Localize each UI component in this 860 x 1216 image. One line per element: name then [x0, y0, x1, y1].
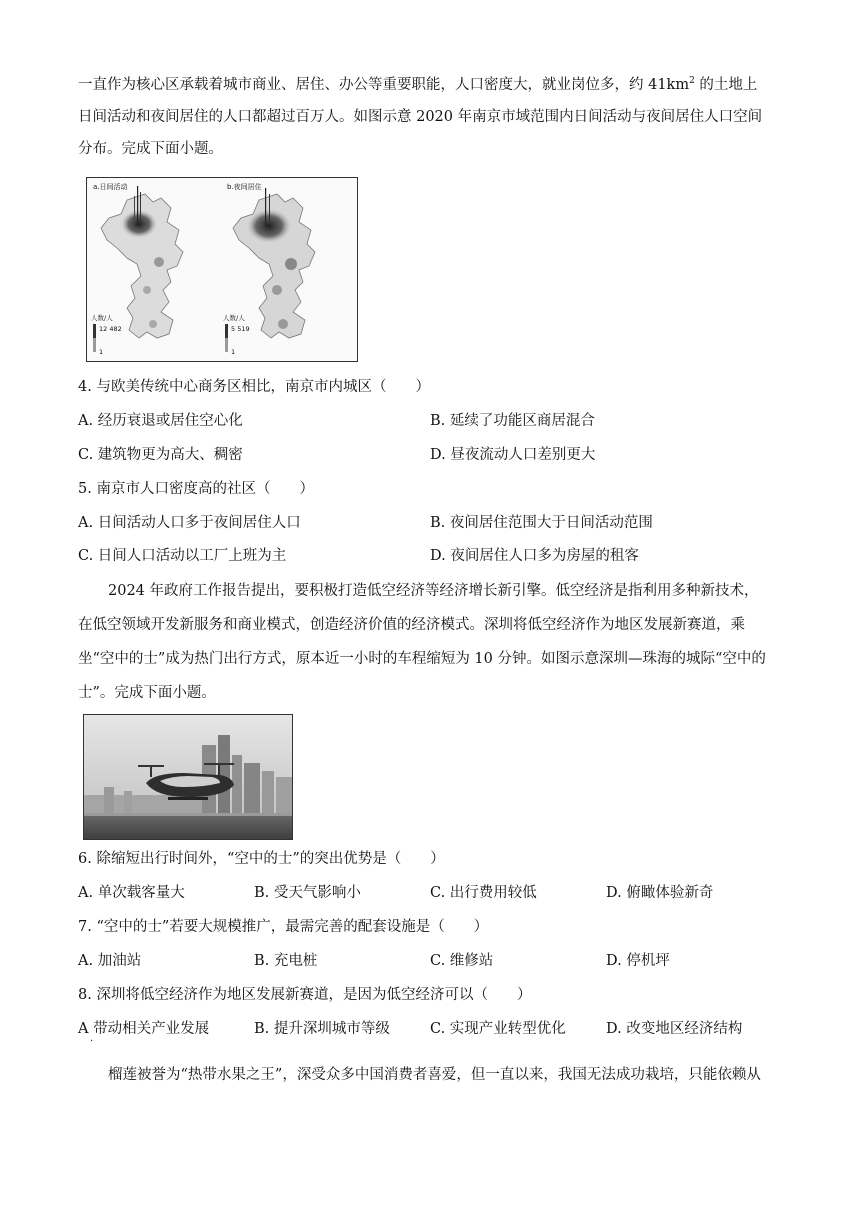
- legend-a-min: 1: [99, 348, 104, 356]
- passage2-line-4: 士”。完成下面小题。: [78, 685, 216, 701]
- legend-a-max: 12 482: [99, 325, 122, 333]
- q8-option-b: B. 提升深圳城市等级: [254, 1021, 390, 1037]
- q5-option-a: A. 日间活动人口多于夜间居住人口: [78, 515, 301, 531]
- q5-option-c: C. 日间人口活动以工厂上班为主: [78, 548, 287, 564]
- q8-option-a-dot: ·: [90, 1036, 94, 1047]
- q7-option-d: D. 停机坪: [606, 953, 670, 969]
- q7-option-a: A. 加油站: [78, 953, 142, 969]
- intro-line-1: 一直作为核心区承载着城市商业、居住、办公等重要职能，人口密度大，就业岗位多，约 $41km^2$ 的土地上: [78, 76, 758, 93]
- q8-option-a: A 带动相关产业发展: [78, 1021, 210, 1037]
- legend-b-min: 1: [231, 348, 236, 356]
- passage2-line-1: 2024 年政府工作报告提出，要积极打造低空经济等经济增长新引擎。低空经济是指利用多种新技术，: [108, 583, 759, 599]
- q4-option-a: A. 经历衰退或居住空心化: [78, 413, 243, 429]
- legend-b-title: 人数/人: [223, 314, 245, 322]
- q5-option-b: B. 夜间居住范围大于日间活动范围: [430, 515, 653, 531]
- map-panel-a: [91, 182, 183, 356]
- q8-option-d: D. 改变地区经济结构: [606, 1021, 743, 1037]
- air-taxi-photo: [83, 714, 293, 840]
- passage2-line-3: 坐“空中的士”成为热门出行方式，原本近一小时的车程缩短为 10 分钟。如图示意深圳—珠海的城际“空中的: [78, 651, 766, 667]
- intro-line-2: 日间活动和夜间居住的人口都超过百万人。如图示意 2020 年南京市域范围内日间活动与夜间居住人口空间: [78, 109, 763, 125]
- q4-stem: 4. 与欧美传统中心商务区相比，南京市内城区（ ）: [78, 379, 430, 395]
- map-panel-a-title: a.日间活动: [93, 183, 128, 191]
- intro-line-3: 分布。完成下面小题。: [78, 141, 223, 157]
- q5-stem: 5. 南京市人口密度高的社区（ ）: [78, 481, 314, 497]
- q7-option-b: B. 充电桩: [254, 953, 318, 969]
- air-taxi-graphic: [84, 715, 292, 839]
- q8-stem: 8. 深圳将低空经济作为地区发展新赛道，是因为低空经济可以（ ）: [78, 987, 532, 1003]
- q6-option-d: D. 俯瞰体验新奇: [606, 885, 714, 901]
- population-map-graphic: [87, 178, 357, 361]
- passage3-line-1: 榴莲被誉为“热带水果之王”，深受众多中国消费者喜爱，但一直以来，我国无法成功栽培，只能依赖从: [108, 1067, 761, 1083]
- q7-option-c: C. 维修站: [430, 953, 494, 969]
- legend-b-max: 5 519: [231, 325, 250, 333]
- q8-option-c: C. 实现产业转型优化: [430, 1021, 566, 1037]
- q6-option-a: A. 单次载客量大: [78, 885, 185, 901]
- q5-option-d: D. 夜间居住人口多为房屋的租客: [430, 548, 639, 564]
- passage2-line-2: 在低空领域开发新服务和商业模式，创造经济价值的经济模式。深圳将低空经济作为地区发展新赛道，乘: [78, 617, 745, 633]
- q7-stem: 7. “空中的士”若要大规模推广，最需完善的配套设施是（ ）: [78, 919, 489, 935]
- population-map-figure: [86, 177, 358, 362]
- q4-option-b: B. 延续了功能区商居混合: [430, 413, 595, 429]
- legend-a-title: 人数/人: [91, 314, 113, 322]
- map-panel-b: [223, 182, 315, 356]
- q6-option-c: C. 出行费用较低: [430, 885, 537, 901]
- q4-option-d: D. 昼夜流动人口差别更大: [430, 447, 596, 463]
- q6-stem: 6. 除缩短出行时间外，“空中的士”的突出优势是（ ）: [78, 851, 445, 867]
- q6-option-b: B. 受天气影响小: [254, 885, 361, 901]
- map-panel-b-title: b.夜间居住: [227, 183, 262, 191]
- q4-option-c: C. 建筑物更为高大、稠密: [78, 447, 243, 463]
